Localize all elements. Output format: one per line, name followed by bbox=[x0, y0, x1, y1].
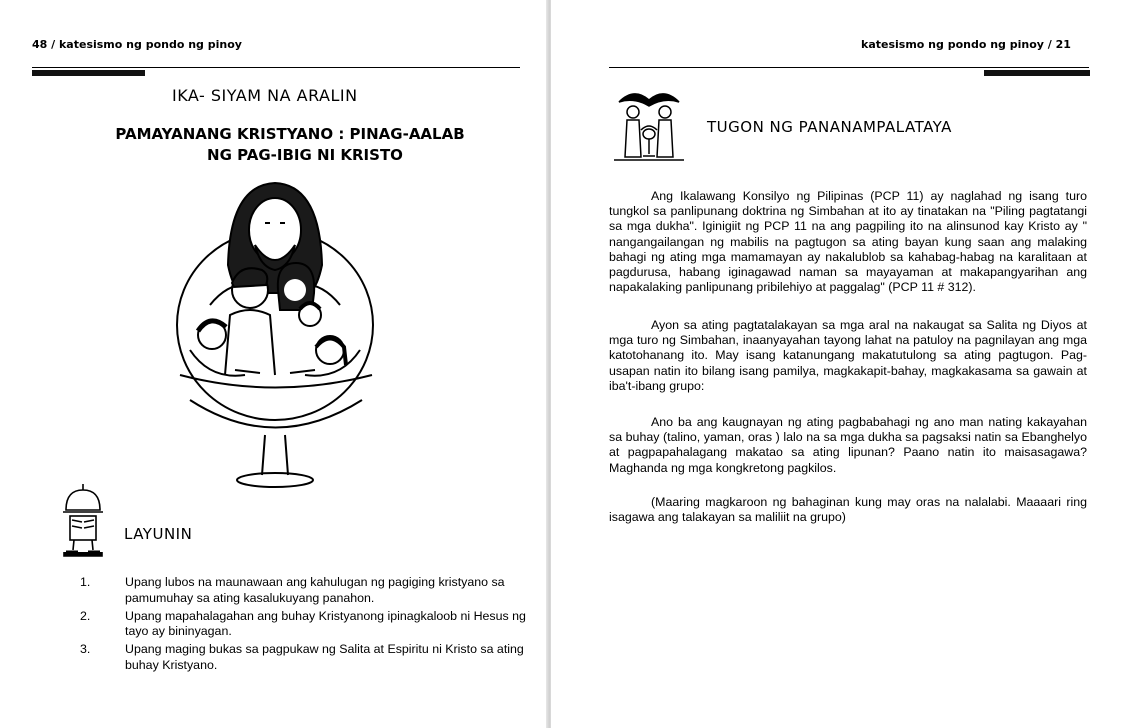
objective-number: 3. bbox=[80, 642, 91, 657]
left-running-header: 48 / katesismo ng pondo ng pinoy bbox=[32, 38, 242, 51]
paragraph-text: Ayon sa ating pagtatalakayan sa mga aral na nakaugat sa Salita ng Diyos at mga turo ng Simbahan, inaanyayahan tayong lahat na patuloy na pagnilayan ang mga katotohanang ito. May isang katanungang makatutulong sa ating pagtugon. Pag-usapan natin ito bilang isang pamilya, magkakapit-bahay, magkakasama sa gawain at iba't-ibang grupo: bbox=[609, 318, 1087, 393]
right-page bbox=[551, 0, 1123, 728]
paragraph-text: Ano ba ang kaugnayan ng ating pagbabahagi ng ano man nating kakayahan sa buhay (talino, yaman, oras ) lalo na sa mga dukha sa pagsaksi natin sa Ebanghelyo at pagpapahalagang makatao sa ating lipunan? Paano natin ito maisasagawa? Maghanda ng mga kongkretong pagkilos. bbox=[609, 415, 1087, 475]
left-page bbox=[0, 0, 548, 728]
list-item bbox=[80, 575, 530, 607]
objective-text: Upang maging bukas sa pagpukaw ng Salita at Espiritu ni Kristo sa ating buhay Kristyano. bbox=[125, 642, 524, 672]
objectives-list bbox=[80, 575, 530, 676]
right-running-header: katesismo ng pondo ng pinoy / 21 bbox=[861, 38, 1071, 51]
paragraph-2 bbox=[609, 318, 1087, 394]
list-item bbox=[80, 609, 530, 641]
objective-text: Upang lubos na maunawaan ang kahulugan ng pagiging kristyano sa pamumuhay sa ating kasalukuyang panahon. bbox=[125, 575, 505, 605]
objective-number: 2. bbox=[80, 608, 91, 623]
paragraph-4 bbox=[609, 495, 1087, 525]
objective-number: 1. bbox=[80, 575, 91, 589]
lesson-title-line1: PAMAYANANG KRISTYANO : PINAG-AALAB bbox=[115, 125, 465, 143]
lesson-title-line2: NG PAG-IBIG NI KRISTO bbox=[207, 146, 403, 164]
paragraph-3 bbox=[609, 415, 1087, 476]
jesus-family-chalice-illustration bbox=[150, 175, 400, 505]
header-rule bbox=[609, 67, 1089, 68]
paragraph-text: Ang Ikalawang Konsilyo ng Pilipinas (PCP 11) ay naglahad ng isang turo tungkol sa panlipunang doktrina ng Simbahan at ito ay tinatakan na "Piling pagtatangi sa mga dukha". Iginigiit ng PCP 11 na ang pagpiling ito na alinsunod kay Kristo ay " nangangailangan ng mabilis na pagtugon sa ating bayan kung saan ang malaking bahagi ng ating mga mamamayan ay nakalublob sa kahabag-habag na karalitaan at pagdurusa, habang iginagawad naman sa mayayaman at makapangyarihan ang napakalaking panlipunang pribilehiyo at paggalag" (PCP 11 # 312). bbox=[609, 189, 1087, 295]
header-rule bbox=[32, 67, 520, 68]
lesson-title bbox=[60, 124, 520, 166]
reading-figure-icon bbox=[58, 482, 108, 557]
objectives-heading: LAYUNIN bbox=[124, 525, 193, 543]
paragraph-1 bbox=[609, 189, 1087, 295]
paragraph-text: (Maaring magkaroon ng bahaginan kung may oras na nalalabi. Maaaari ring isagawa ang talakayan sa maliliit na grupo) bbox=[609, 495, 1087, 525]
section-heading: TUGON NG PANANAMPALATAYA bbox=[707, 118, 952, 136]
list-item bbox=[80, 642, 530, 674]
header-bar bbox=[984, 70, 1090, 76]
header-bar bbox=[32, 70, 145, 76]
faith-response-icon bbox=[609, 82, 689, 164]
objective-text: Upang mapahalagahan ang buhay Kristyanong ipinagkaloob ni Hesus ng tayo ay bininyagan. bbox=[125, 608, 526, 639]
lesson-number: IKA- SIYAM NA ARALIN bbox=[172, 86, 358, 105]
